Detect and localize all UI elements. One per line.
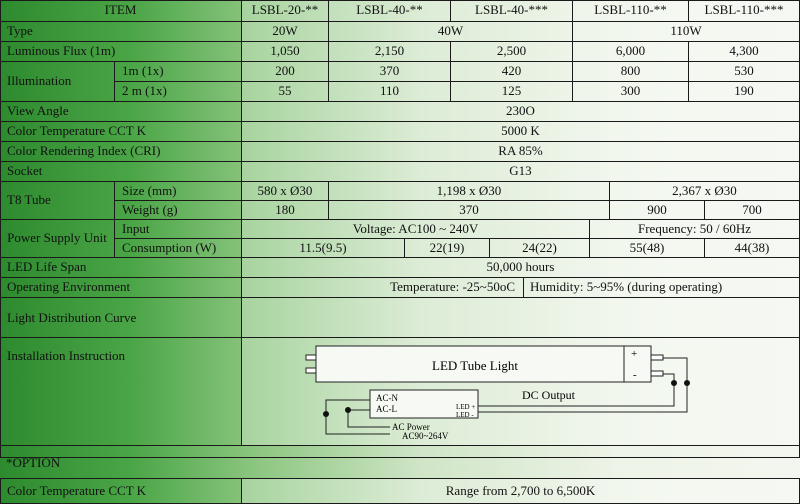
power-input-label: Input: [115, 220, 242, 239]
luminous-flux-value: 6,000: [573, 42, 689, 62]
tube-minus: -: [633, 369, 637, 381]
wiring-diagram: [242, 338, 800, 446]
environment-humidity: Humidity: 5~95% (during operating): [524, 278, 800, 298]
type-110w: 110W: [573, 22, 800, 42]
tube-left-pin: [306, 355, 316, 360]
power-consumption-value: 44(38): [705, 239, 800, 258]
header-model-1: LSBL-20-**: [242, 0, 329, 22]
tube-right-pin: [651, 371, 663, 376]
tube-plus: +: [631, 348, 638, 360]
t8-size-value: 1,198 x Ø30: [329, 182, 610, 201]
type-20w: 20W: [242, 22, 329, 42]
luminous-flux-label: Luminous Flux (1m): [0, 42, 242, 62]
socket-label: Socket: [0, 162, 242, 182]
cct-value: 5000 K: [242, 122, 800, 142]
t8-size-value: 2,367 x Ø30: [610, 182, 800, 201]
illumination-1m-value: 420: [451, 62, 573, 82]
t8-weight-label: Weight (g): [115, 201, 242, 220]
cri-value: RA 85%: [242, 142, 800, 162]
t8-size-label: Size (mm): [115, 182, 242, 201]
power-consumption-label: Consumption (W): [115, 239, 242, 258]
header-model-3: LSBL-40-***: [451, 0, 573, 22]
t8-weight-value: 700: [705, 201, 800, 220]
junction-dot: [345, 407, 351, 413]
option-heading: *OPTION: [6, 455, 61, 470]
tube-label: LED Tube Light: [432, 358, 518, 373]
illumination-1m-value: 530: [689, 62, 800, 82]
t8-size-value: 580 x Ø30: [242, 182, 329, 201]
power-consumption-value: 22(19): [405, 239, 490, 258]
dc-output-label: DC Output: [522, 388, 576, 402]
illumination-2m-value: 125: [451, 82, 573, 102]
power-consumption-value: 55(48): [590, 239, 705, 258]
header-item: ITEM: [0, 0, 242, 22]
ac-n-label: AC-N: [376, 393, 398, 403]
illumination-2m-value: 190: [689, 82, 800, 102]
environment-label: Operating Environment: [0, 278, 242, 298]
socket-value: G13: [242, 162, 800, 182]
illumination-1m-value: 800: [573, 62, 689, 82]
illumination-1m-label: 1m (1x): [115, 62, 242, 82]
luminous-flux-value: 2,150: [329, 42, 451, 62]
life-span-label: LED Life Span: [0, 258, 242, 278]
power-supply-label: Power Supply Unit: [0, 220, 115, 258]
life-span-value: 50,000 hours: [242, 258, 800, 278]
illumination-2m-value: 300: [573, 82, 689, 102]
led-plus-label: LED +: [456, 403, 476, 411]
t8-tube-label: T8 Tube: [0, 182, 115, 220]
view-angle-value: 230O: [242, 102, 800, 122]
option-cct-value: Range from 2,700 to 6,500K: [242, 479, 799, 503]
power-consumption-value: 11.5(9.5): [242, 239, 405, 258]
illumination-1m-value: 370: [329, 62, 451, 82]
type-label: Type: [0, 22, 242, 42]
luminous-flux-value: 1,050: [242, 42, 329, 62]
installation-diagram-cell: [242, 338, 800, 446]
tube-right-pin: [651, 355, 663, 360]
t8-weight-value: 370: [329, 201, 610, 220]
junction-dot: [671, 380, 677, 386]
cri-label: Color Rendering Index (CRI): [0, 142, 242, 162]
light-distribution-label: Light Distribution Curve: [0, 298, 242, 338]
power-consumption-value: 24(22): [490, 239, 590, 258]
environment-temperature: Temperature: -25~50oC: [242, 278, 524, 298]
header-model-2: LSBL-40-**: [329, 0, 451, 22]
option-cct-label: Color Temperature CCT K: [0, 479, 242, 503]
cct-label: Color Temperature CCT K: [0, 122, 242, 142]
light-distribution-curve: [242, 298, 800, 338]
luminous-flux-value: 2,500: [451, 42, 573, 62]
ac-power-label: AC Power: [392, 422, 430, 432]
illumination-2m-value: 110: [329, 82, 451, 102]
illumination-label: Illumination: [0, 62, 115, 102]
t8-weight-value: 900: [610, 201, 705, 220]
ac-l-label: AC-L: [376, 404, 397, 414]
header-model-4: LSBL-110-**: [573, 0, 689, 22]
ac-range-label: AC90~264V: [402, 431, 449, 441]
power-input-frequency: Frequency: 50 / 60Hz: [590, 220, 800, 239]
junction-dot: [323, 411, 329, 417]
power-input-voltage: Voltage: AC100 ~ 240V: [242, 220, 590, 239]
header-model-5: LSBL-110-***: [689, 0, 800, 22]
t8-weight-value: 180: [242, 201, 329, 220]
installation-label: Installation Instruction: [0, 338, 242, 446]
type-40w: 40W: [329, 22, 573, 42]
illumination-2m-label: 2 m (1x): [115, 82, 242, 102]
illumination-2m-value: 55: [242, 82, 329, 102]
view-angle-label: View Angle: [0, 102, 242, 122]
junction-dot: [684, 380, 690, 386]
illumination-1m-value: 200: [242, 62, 329, 82]
led-minus-label: LED -: [456, 411, 474, 419]
luminous-flux-value: 4,300: [689, 42, 800, 62]
tube-left-pin: [306, 368, 316, 373]
